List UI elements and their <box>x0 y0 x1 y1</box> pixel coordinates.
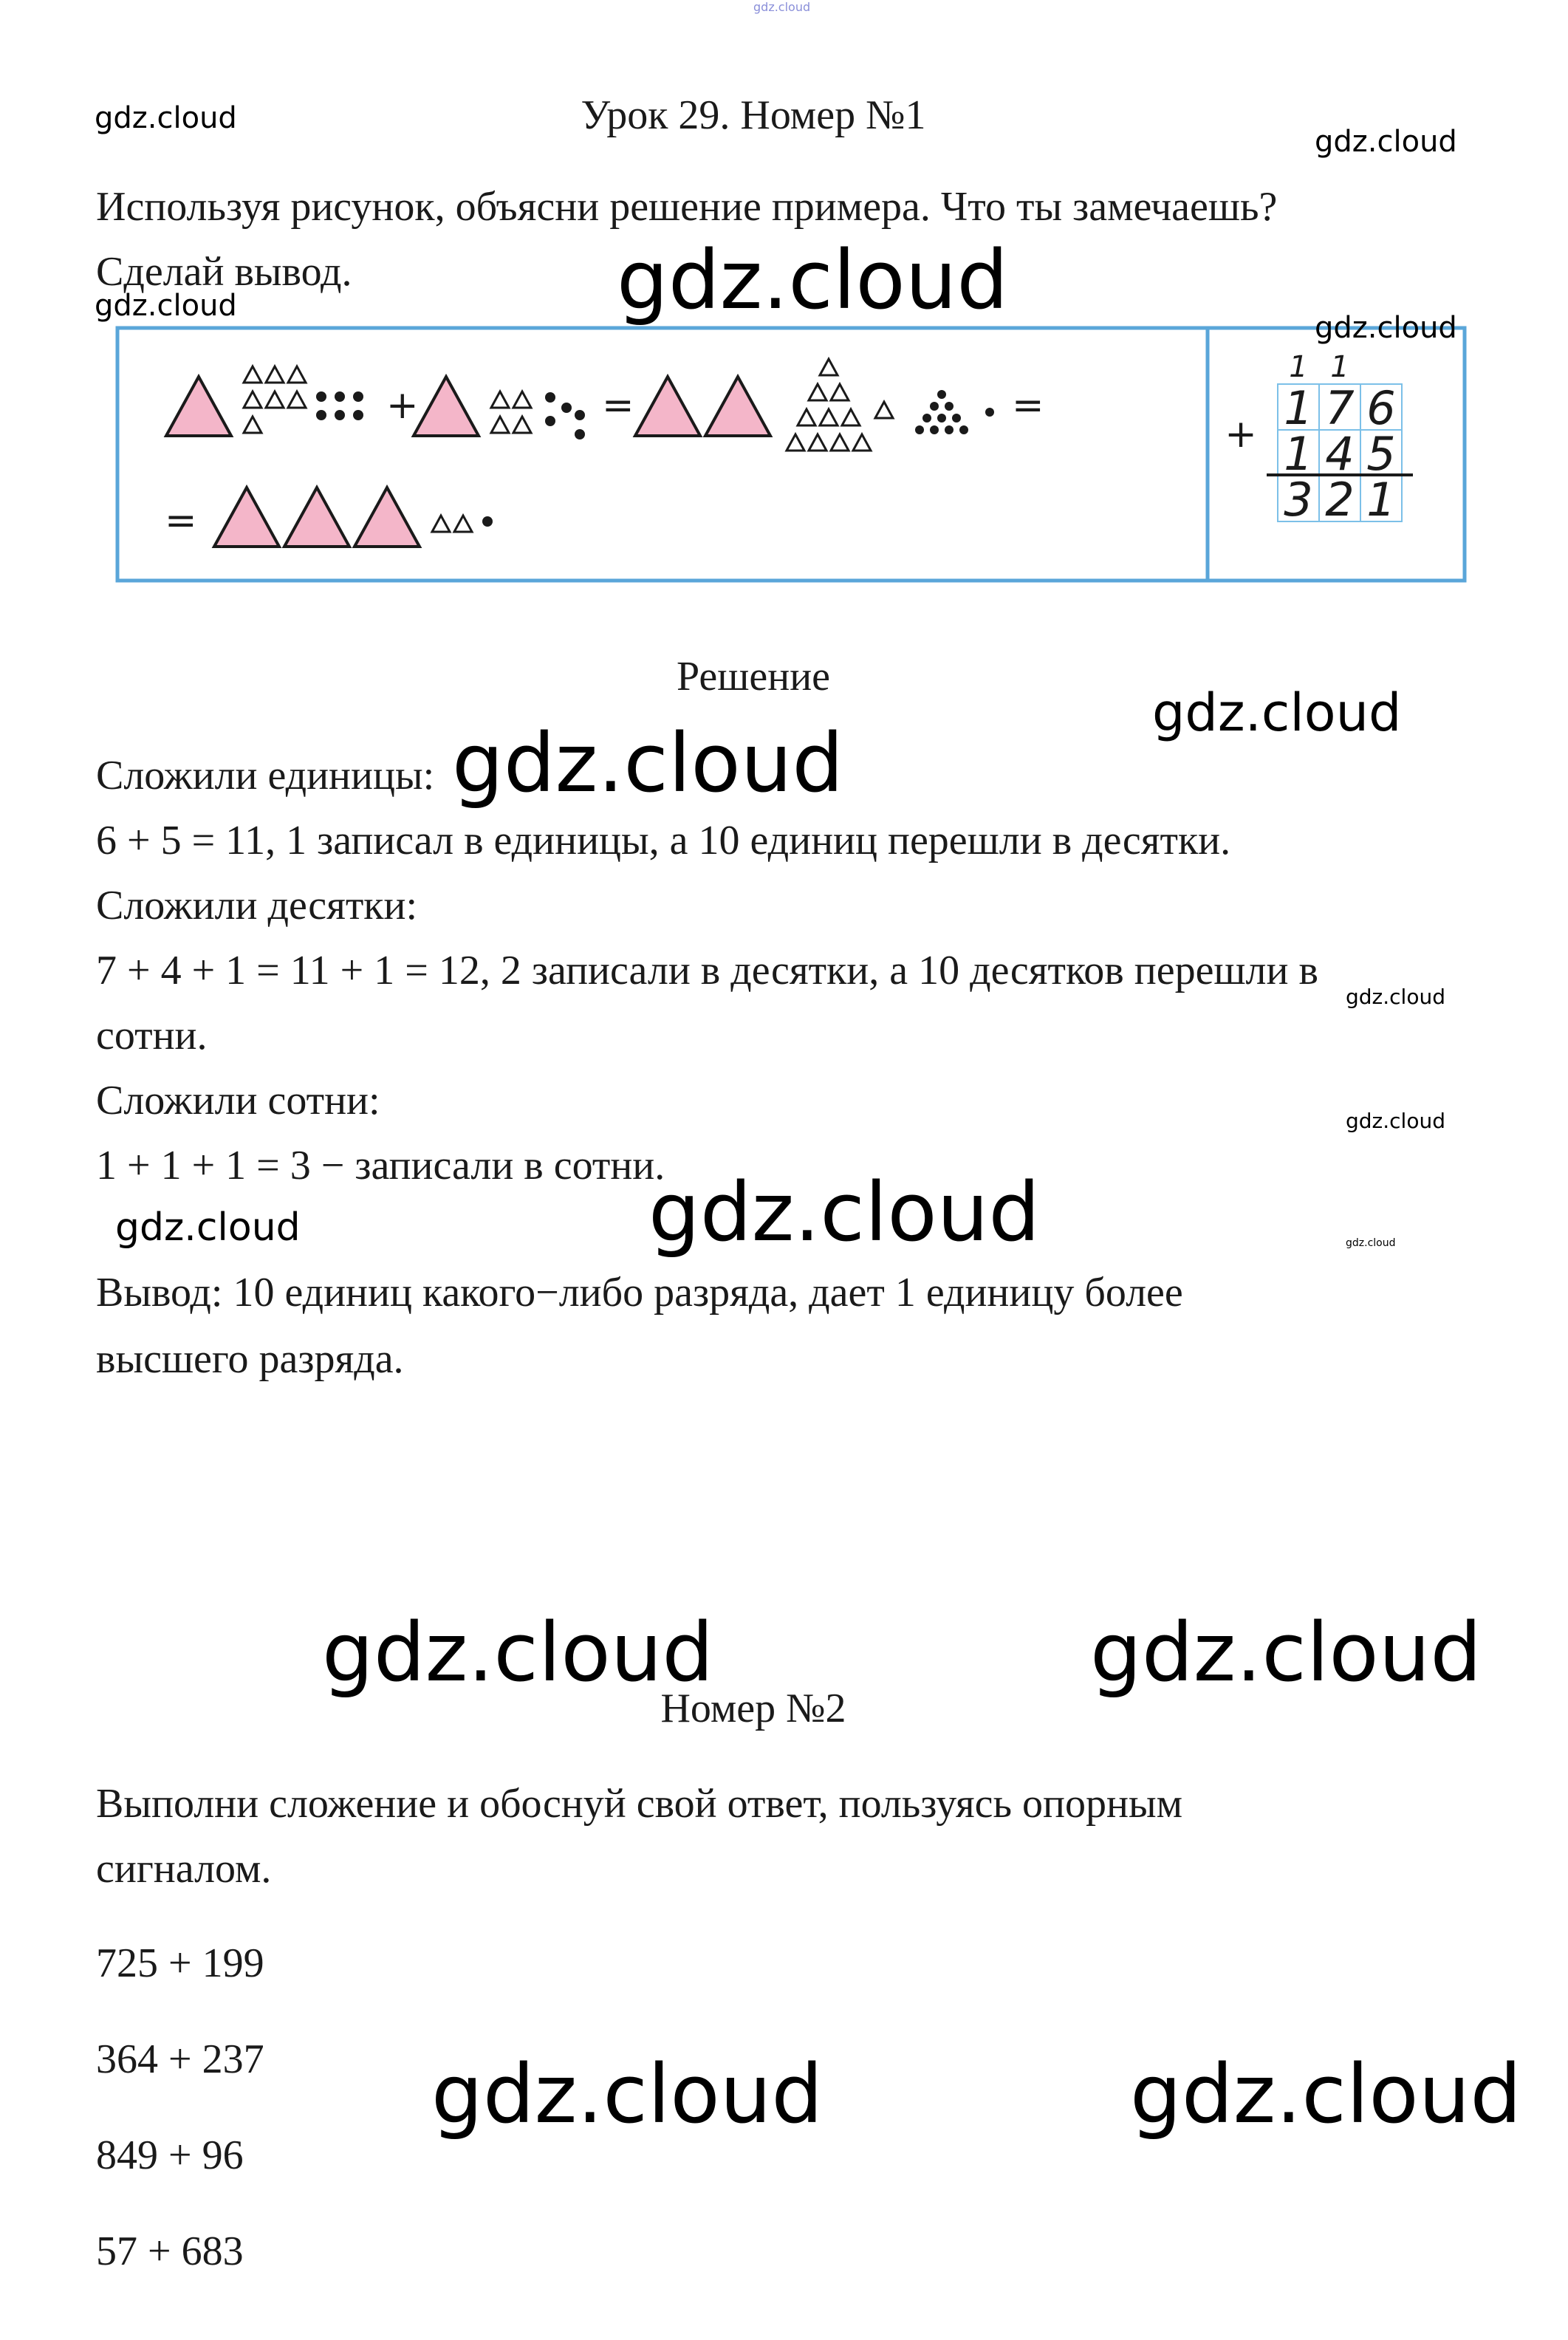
carry-digit: 1 <box>1289 350 1308 384</box>
watermark: gdz.cloud <box>1130 2047 1522 2141</box>
task1-prompt-line1: Используя рисунок, объясни решение примера. Что ты замечаешь? <box>96 184 1278 230</box>
hundreds-triangle-icon <box>414 377 479 436</box>
unit-dot-icon <box>482 516 493 527</box>
column-plus-sign: + <box>1225 412 1257 456</box>
carry-digit: 1 <box>1330 350 1349 384</box>
watermark: gdz.cloud <box>95 289 237 323</box>
result-digit: 3 <box>1284 473 1313 527</box>
solution-line: Сложили единицы: <box>96 753 435 798</box>
solution-line: 6 + 5 = 11, 1 записал в единицы, а 10 единиц перешли в десятки. <box>96 818 1231 863</box>
hundreds-triangles-icon <box>214 488 420 547</box>
watermark: gdz.cloud <box>753 0 811 14</box>
conclusion-line1: Вывод: 10 единиц какого−либо разряда, дает 1 единицу более <box>96 1270 1183 1316</box>
watermark: gdz.cloud <box>1346 1109 1445 1133</box>
operand1-digit: 7 <box>1325 381 1355 435</box>
watermark: gdz.cloud <box>322 1605 714 1700</box>
watermark: gdz.cloud <box>115 1205 301 1250</box>
watermark: gdz.cloud <box>1315 125 1457 159</box>
watermark: gdz.cloud <box>1090 1605 1482 1700</box>
equals-sign: = <box>165 499 197 543</box>
units-dots-icon <box>545 392 585 439</box>
task2-prompt-line2: сигналом. <box>96 1846 272 1892</box>
task2-example: 57 + 683 <box>96 2228 244 2274</box>
tens-triangles-icon <box>432 516 472 532</box>
watermark: gdz.cloud <box>1315 311 1457 345</box>
task1-prompt-line2: Сделай вывод. <box>96 249 352 295</box>
operand2-digit: 4 <box>1325 427 1355 481</box>
task2-example: 725 + 199 <box>96 1940 264 1986</box>
plus-sign: + <box>386 383 419 428</box>
watermark: gdz.cloud <box>452 716 844 810</box>
units-dots-icon <box>316 391 363 420</box>
watermark: gdz.cloud <box>648 1165 1041 1259</box>
operand1-digit: 6 <box>1366 381 1396 435</box>
hundreds-triangles-icon <box>635 377 770 436</box>
column-addition <box>1225 350 1413 527</box>
result-digit: 2 <box>1325 473 1355 527</box>
watermark: gdz.cloud <box>1152 682 1402 743</box>
task2-example: 849 + 96 <box>96 2132 244 2178</box>
tens-triangles-pyramid-icon <box>787 359 893 451</box>
conclusion-line2: высшего разряда. <box>96 1336 404 1382</box>
solution-heading: Решение <box>676 654 831 699</box>
solution-line: сотни. <box>96 1013 208 1058</box>
task2-example: 364 + 237 <box>96 2036 264 2082</box>
equals-sign: = <box>602 383 634 428</box>
units-dots-pyramid-icon <box>915 390 994 434</box>
task2-prompt-line1: Выполни сложение и обоснуй свой ответ, пользуясь опорным <box>96 1781 1183 1827</box>
solution-line: 1 + 1 + 1 = 3 − записали в сотни. <box>96 1143 665 1188</box>
tens-triangles-icon <box>491 391 531 433</box>
equals-sign: = <box>1012 383 1044 428</box>
tens-triangles-icon <box>244 366 306 433</box>
page-title: Урок 29. Номер №1 <box>581 92 926 138</box>
solution-line: 7 + 4 + 1 = 11 + 1 = 12, 2 записали в десятки, а 10 десятков перешли в <box>96 948 1318 993</box>
watermark: gdz.cloud <box>1346 985 1445 1009</box>
solution-line: Сложили десятки: <box>96 883 418 928</box>
hundreds-triangle-icon <box>166 377 231 436</box>
watermark: gdz.cloud <box>1346 1237 1396 1249</box>
watermark: gdz.cloud <box>617 233 1009 327</box>
solution-line: Сложили сотни: <box>96 1078 380 1123</box>
operand2-digit: 1 <box>1284 427 1313 481</box>
watermark: gdz.cloud <box>95 101 237 135</box>
operand1-digit: 1 <box>1284 381 1313 435</box>
operand2-digit: 5 <box>1366 427 1396 481</box>
result-digit: 1 <box>1366 473 1396 527</box>
watermark: gdz.cloud <box>431 2047 824 2141</box>
task2-heading: Номер №2 <box>660 1686 846 1731</box>
addition-figure <box>114 325 1468 584</box>
